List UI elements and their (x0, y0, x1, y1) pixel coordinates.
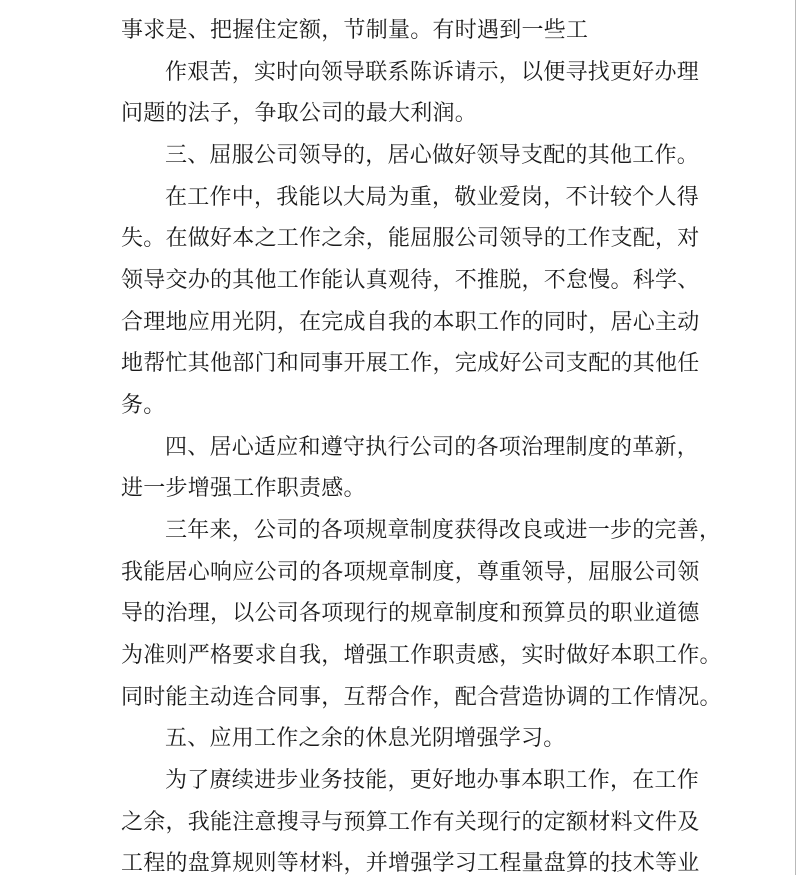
text-line: 为了赓续进步业务技能，更好地办事本职工作，在工作 (165, 768, 700, 793)
text-line: 问题的法子，争取公司的最大利润。 (121, 101, 478, 126)
text-line: 进一步增强工作职责感。 (121, 476, 366, 501)
text-line: 三年来，公司的各项规章制度获得改良或进一步的完善， (165, 518, 722, 543)
text-line: 之余，我能注意搜寻与预算工作有关现行的定额材料文件及 (121, 810, 700, 835)
text-line: 导的治理，以公司各项现行的规章制度和预算员的职业道德 (121, 601, 700, 626)
section-heading: 四、居心适应和遵守执行公司的各项治理制度的革新， (165, 435, 700, 460)
text-line: 在工作中，我能以大局为重，敬业爱岗，不计较个人得 (165, 185, 700, 210)
text-line: 合理地应用光阴，在完成自我的本职工作的同时，居心主动 (121, 310, 700, 335)
text-line: 同时能主动连合同事，互帮合作，配合营造协调的工作情况。 (121, 685, 722, 710)
section-heading: 五、应用工作之余的休息光阴增强学习。 (165, 726, 566, 751)
section-heading: 三、屈服公司领导的，居心做好领导支配的其他工作。 (165, 143, 700, 168)
text-line: 事求是、把握住定额，节制量。有时遇到一些工 (121, 18, 589, 43)
text-line: 作艰苦，实时向领导联系陈诉请示，以便寻找更好办理 (165, 60, 700, 85)
text-line: 我能居心响应公司的各项规章制度，尊重领导，屈服公司领 (121, 560, 700, 585)
text-line: 地帮忙其他部门和同事开展工作，完成好公司支配的其他任 (121, 351, 700, 376)
text-line: 务。 (121, 393, 166, 418)
text-line: 失。在做好本之工作之余，能屈服公司领导的工作支配，对 (121, 226, 700, 251)
text-line: 为准则严格要求自我，增强工作职责感，实时做好本职工作。 (121, 643, 722, 668)
text-line: 领导交办的其他工作能认真观待，不推脱，不怠慢。科学、 (121, 268, 700, 293)
text-line: 工程的盘算规则等材料，并增强学习工程量盘算的技术等业 (121, 851, 700, 876)
